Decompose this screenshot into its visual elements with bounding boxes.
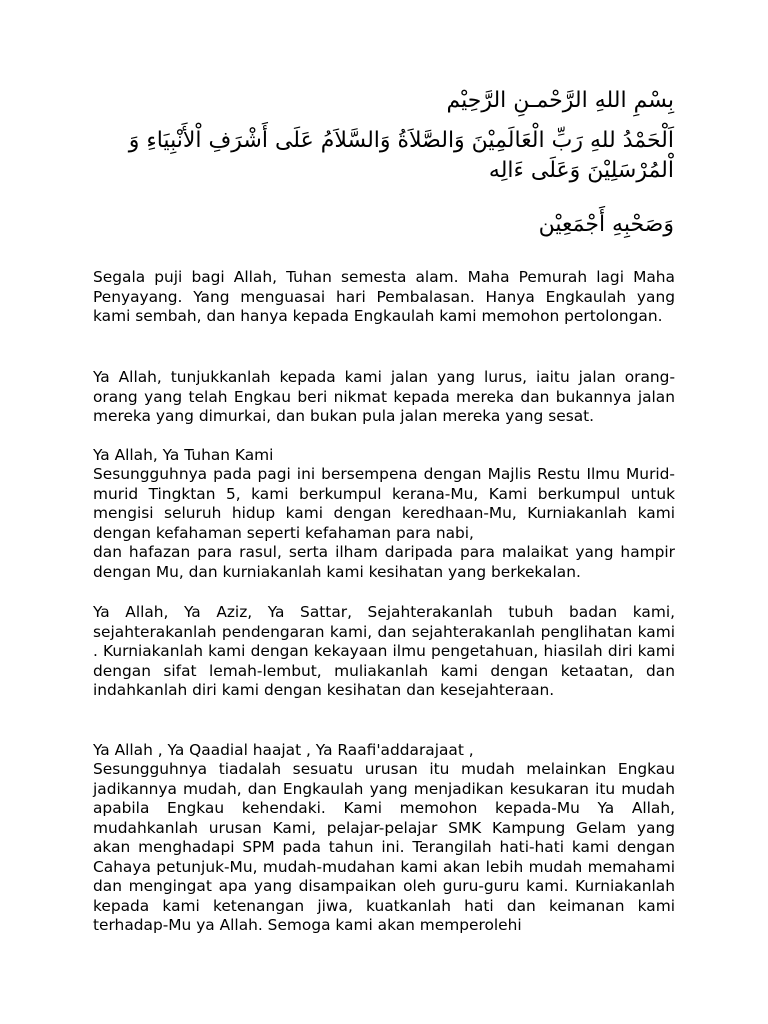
paragraph-majlis-restu-ilmu [93,465,675,582]
paragraph-praise: Segala puji bagi Allah, Tuhan semesta alam. Maha Pemurah lagi Maha Penyayang. Yang menguasai hari Pembalasan. Hanya Engkaulah yang kami sembah, dan hanya kepada Engkaulah kami memohon pertolongan. [93,268,675,325]
paragraph-guidance: Ya Allah, tunjukkanlah kepada kami jalan yang lurus, iaitu jalan orang-orang yang telah Engkau beri nikmat kepada mereka dan bukannya jalan mereka yang dimurkai, dan bukan pula jalan mereka yang sesat. [93,368,675,425]
paragraph-aziz-sattar: Ya Allah, Ya Aziz, Ya Sattar, Sejahterakanlah tubuh badan kami, sejahterakanlah pendengaran kami, dan sejahterakanlah penglihatan kami . Kurniakanlah kami dengan kekayaan ilmu pengetahuan, hiasilah diri kami dengan sifat lemah-lembut, muliakanlah kami dengan ketaatan, dan indahkanlah diri kami dengan kesihatan dan kesejahteraan. [93,603,675,699]
arabic-ajmain-line: وَصَحْبِهِ أَجْمَعِيْن [538,212,674,237]
paragraph-majlis-part-2: dan hafazan para rasul, serta ilham daripada para malaikat yang hampir dengan Mu, dan kurniakanlah kami kesihatan yang berkekalan. [93,543,675,581]
paragraph-heading-qaadial-haajat: Ya Allah , Ya Qaadial haajat , Ya Raafi'addarajaat , [93,741,474,759]
paragraph-majlis-part-1: Sesungguhnya pada pagi ini bersempena dengan Majlis Restu Ilmu Murid-murid Tingktan 5, kami berkumpul kerana-Mu, Kami berkumpul untuk mengisi seluruh hidup kami dengan keredhaan-Mu, Kurniakanlah kami dengan kefahaman seperti kefahaman para nabi, [93,465,675,542]
arabic-mursalin-line: اْلمُرْسَلِيْنَ وَعَلَى ءَالِه [488,158,674,183]
paragraph-heading-tuhan-kami: Ya Allah, Ya Tuhan Kami [93,446,274,464]
arabic-basmalah: بِسْمِ اللهِ الرَّحْمـنِ الرَّحِيْم [446,88,674,113]
arabic-hamdalah-line: اَلْحَمْدُ للهِ رَبِّ الْعَالَمِيْنَ وَالصَّلاَةُ وَالسَّلاَمُ عَلَى أَشْرَفِ اْلأَنْبِيَاءِ وَ [128,128,674,153]
paragraph-spm-prayer: Sesungguhnya tiadalah sesuatu urusan itu mudah melainkan Engkau jadikannya mudah, dan Engkaulah yang menjadikan kesukaran itu mudah apabila Engkau kehendaki. Kami memohon kepada-Mu Ya Allah, mudahkanlah urusan Kami, pelajar-pelajar SMK Kampung Gelam yang akan menghadapi SPM pada tahun ini. Terangilah hati-hati kami dengan Cahaya petunjuk-Mu, mudah-mudahan kami akan lebih mudah memahami dan mengingat apa yang disampaikan oleh guru-guru kami. Kurniakanlah kepada kami ketenangan jiwa, kuatkanlah hati dan keimanan kami terhadap-Mu ya Allah. Semoga kami akan memperolehi [93,760,675,934]
